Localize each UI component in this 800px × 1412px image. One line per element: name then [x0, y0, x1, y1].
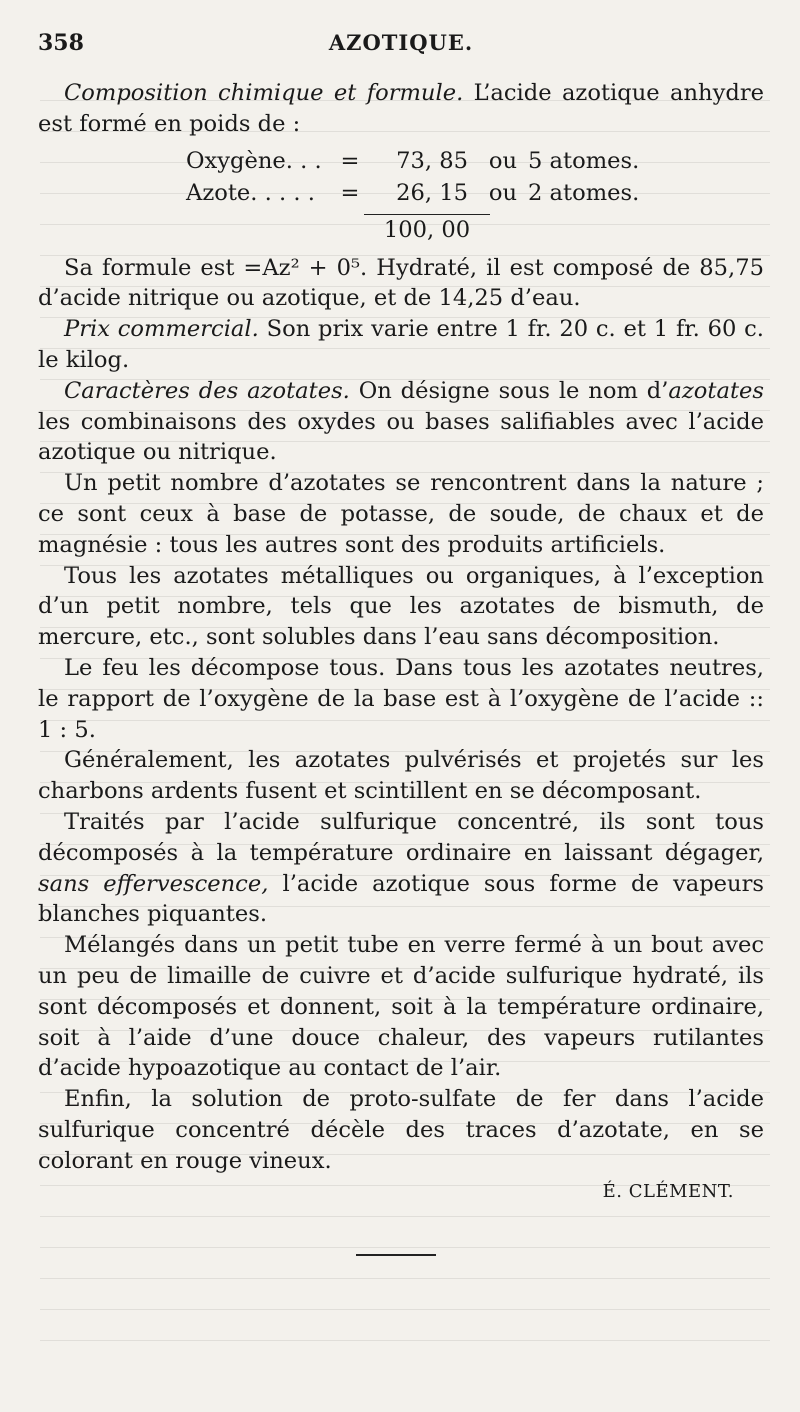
atom-count: 2 atomes.	[528, 179, 640, 206]
composition-table	[38, 146, 764, 247]
element-name: Oxygène. . .	[186, 147, 322, 174]
paragraph-coals: Généralement, les azotates pulvérisés et projetés sur les charbons ardents fusent et scintillent en se décomposant.	[38, 747, 764, 805]
paragraph-fire: Le feu les décompose tous. Dans tous les azotates neutres, le rapport de l’oxygène de la base est à l’oxygène de l’acide :: 1 : 5.	[38, 654, 764, 743]
author-signature: É. CLÉMENT.	[602, 1180, 734, 1202]
paragraph-iron-sulfate: Enfin, la solution de proto-sulfate de fer dans l’acide sulfurique concentré décèle des traces d’azotate, en se colorant en rouge vineux.	[38, 1086, 764, 1174]
equals-sign: =	[340, 179, 360, 206]
equals-sign: =	[340, 147, 360, 174]
conjunction-ou: ou	[488, 179, 518, 206]
term-sans-effervescence: sans effervescence,	[38, 870, 269, 897]
price-text: Son prix varie entre 1 fr. 20 c. et 1 fr. 60 c. le kilog.	[38, 316, 764, 373]
heading-composition: Composition chimique et formule.	[64, 80, 464, 106]
composition-row-oxygen	[38, 146, 764, 178]
paragraph-price	[38, 314, 764, 376]
sulfuric-text-b: l’acide azotique sous forme de vapeurs blanches piquantes.	[38, 870, 764, 928]
composition-intro-text: L’acide azotique anhydre est formé en poids de :	[38, 80, 764, 137]
heading-price: Prix commercial.	[64, 316, 259, 343]
characters-text-a: On désigne sous le nom d’	[349, 377, 669, 404]
paragraph-formula: Sa formule est =Az² + 0⁵. Hydraté, il est composé de 85,75 d’acide nitrique ou azotique, et de 14,25 d’eau.	[38, 254, 764, 312]
weight-value: 26, 15	[396, 179, 468, 206]
page-number: 358	[38, 30, 84, 56]
conjunction-ou: ou	[488, 147, 518, 174]
term-azotates: azotates	[668, 377, 764, 404]
page-header	[38, 30, 764, 60]
paragraph-characters	[38, 376, 764, 468]
paragraph-natural: Un petit nombre d’azotates se rencontrent dans la nature ; ce sont ceux à base de potasse, de soude, de chaux et de magnésie : tous les autres sont des produits artificiels.	[38, 470, 764, 558]
end-rule	[356, 1254, 436, 1256]
paragraph-composition	[38, 78, 764, 140]
composition-total: 100, 00	[383, 216, 471, 243]
element-name: Azote. . . . .	[186, 179, 315, 206]
weight-value: 73, 85	[396, 147, 468, 174]
composition-row-azote	[38, 178, 764, 210]
page-body	[38, 78, 764, 1207]
signature-line	[38, 1177, 764, 1208]
sulfuric-text-a: Traités par l’acide sulfurique concentré, ils sont tous décomposés à la température ordinaire en laissant dégager,	[38, 808, 764, 866]
running-head: AZOTIQUE.	[328, 30, 474, 55]
heading-characters: Caractères des azotates.	[64, 377, 350, 404]
paragraph-copper: Mélangés dans un petit tube en verre fermé à un bout avec un peu de limaille de cuivre et d’acide sulfurique hydraté, ils sont décomposés et donnent, soit à la température ordinaire, soit à l’aide d’une douce chaleur, des vapeurs rutilantes d’acide hypoazotique au contact de l’air.	[38, 932, 764, 1082]
characters-text-b: les combinaisons des oxydes ou bases salifiables avec l’acide azotique ou nitrique.	[38, 408, 764, 466]
atom-count: 5 atomes.	[528, 147, 640, 174]
paragraph-sulfuric	[38, 807, 764, 930]
paragraph-solubility: Tous les azotates métalliques ou organiques, à l’exception d’un petit nombre, tels que les azotates de bismuth, de mercure, etc., sont solubles dans l’eau sans décomposition.	[38, 562, 764, 651]
